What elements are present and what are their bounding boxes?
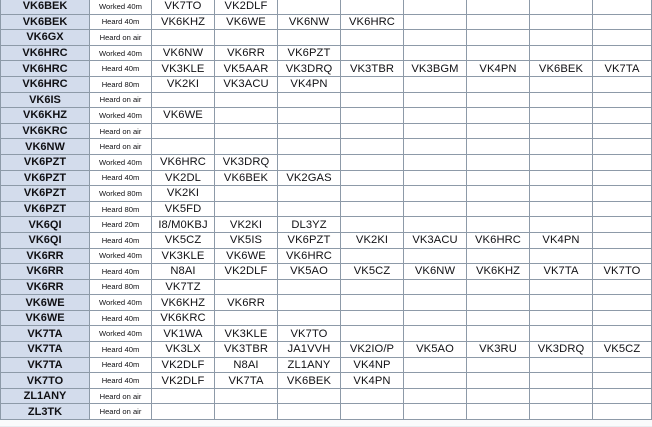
contact-cell (278, 139, 341, 155)
callsign-cell: VK6QI (1, 232, 90, 248)
table-row (1, 76, 652, 92)
contact-cell: VK5AO (278, 264, 341, 280)
contact-cell (530, 76, 593, 92)
contact-cell (467, 217, 530, 233)
contact-cell: VK6RR (215, 295, 278, 311)
contact-cell (467, 279, 530, 295)
contact-cell: VK5AO (404, 342, 467, 358)
contact-cell (404, 357, 467, 373)
contact-cell (530, 326, 593, 342)
table-row (1, 264, 652, 280)
status-cell: Worked 40m (90, 45, 152, 61)
contact-cell: VK3RU (467, 342, 530, 358)
contact-cell (530, 201, 593, 217)
contact-cell (404, 326, 467, 342)
contact-cell: VK6KHZ (152, 14, 215, 30)
contact-cell (215, 108, 278, 124)
table-row (1, 123, 652, 139)
status-cell: Heard 80m (90, 76, 152, 92)
status-cell: Worked 40m (90, 0, 152, 14)
callsign-cell: VK6WE (1, 310, 90, 326)
contact-cell: VK3KLE (152, 248, 215, 264)
table-row (1, 404, 652, 420)
contact-cell (530, 139, 593, 155)
contact-cell (278, 201, 341, 217)
status-cell: Heard on air (90, 123, 152, 139)
contact-cell: VK2KI (152, 186, 215, 202)
contact-cell: VK6HRC (467, 232, 530, 248)
contact-cell: VK6HRC (152, 154, 215, 170)
contact-cell: VK4NP (341, 357, 404, 373)
contact-cell (404, 373, 467, 389)
contact-cell (530, 310, 593, 326)
callsign-cell: ZL3TK (1, 404, 90, 420)
contact-cell: VK5AAR (215, 61, 278, 77)
callsign-cell: VK6HRC (1, 61, 90, 77)
status-cell: Heard 40m (90, 342, 152, 358)
table-row (1, 342, 652, 358)
callsign-cell: VK6HRC (1, 45, 90, 61)
contact-cell: VK6KHZ (467, 264, 530, 280)
callsign-cell: VK6BEK (1, 14, 90, 30)
callsign-cell: VK6RR (1, 279, 90, 295)
contact-cell (530, 404, 593, 420)
contact-cell (530, 30, 593, 46)
contact-cell (593, 201, 652, 217)
contact-cell (278, 154, 341, 170)
contact-cell: VK3KLE (152, 61, 215, 77)
contact-cell (530, 248, 593, 264)
contact-cell (341, 139, 404, 155)
callsign-cell: VK6QI (1, 217, 90, 233)
contact-cell (341, 404, 404, 420)
contact-cell: VK5FD (152, 201, 215, 217)
callsign-cell: VK6IS (1, 92, 90, 108)
status-cell: Heard 20m (90, 217, 152, 233)
contact-cell (215, 201, 278, 217)
table-row (1, 279, 652, 295)
contact-cell (215, 388, 278, 404)
contact-cell (278, 279, 341, 295)
contact-cell: VK3DRQ (278, 61, 341, 77)
contact-cell (530, 388, 593, 404)
contact-cell: VK6NW (278, 14, 341, 30)
contact-cell (404, 14, 467, 30)
contact-cell: VK6BEK (530, 61, 593, 77)
contact-cell: VK3DRQ (530, 342, 593, 358)
contact-cell (593, 404, 652, 420)
contact-cell (404, 170, 467, 186)
status-cell: Heard 40m (90, 61, 152, 77)
contact-cell (341, 279, 404, 295)
contact-cell: VK3TBR (341, 61, 404, 77)
contact-cell: VK3TBR (215, 342, 278, 358)
contact-cell: VK1WA (152, 326, 215, 342)
contact-cell (530, 0, 593, 14)
contact-cell (467, 186, 530, 202)
contact-cell: VK2DLF (152, 357, 215, 373)
contact-cell: VK3ACU (404, 232, 467, 248)
contact-cell: VK6WE (215, 14, 278, 30)
contact-cell (593, 170, 652, 186)
callsign-cell: VK6BEK (1, 0, 90, 14)
contact-cell (593, 45, 652, 61)
contact-cell (341, 217, 404, 233)
table-row (1, 139, 652, 155)
contact-cell (467, 170, 530, 186)
status-cell: Worked 40m (90, 154, 152, 170)
contact-cell (215, 139, 278, 155)
contact-cell (404, 154, 467, 170)
callsign-cell: VK6PZT (1, 170, 90, 186)
contact-cell (152, 123, 215, 139)
contact-cell: VK2DLF (215, 0, 278, 14)
contact-cell (467, 45, 530, 61)
contact-cell (341, 326, 404, 342)
contact-cell (467, 373, 530, 389)
table-row (1, 310, 652, 326)
contact-cell (530, 170, 593, 186)
status-cell: Heard 40m (90, 264, 152, 280)
contact-cell: VK3DRQ (215, 154, 278, 170)
contact-cell (278, 186, 341, 202)
contact-cell (215, 186, 278, 202)
table-row (1, 295, 652, 311)
contact-cell (530, 295, 593, 311)
contact-cell: VK5IS (215, 232, 278, 248)
contact-cell: VK7TO (152, 0, 215, 14)
contact-cell: ZL1ANY (278, 357, 341, 373)
status-cell: Heard 40m (90, 14, 152, 30)
contact-cell (278, 295, 341, 311)
contact-cell (593, 123, 652, 139)
contact-cell (593, 186, 652, 202)
callsign-cell: VK6PZT (1, 154, 90, 170)
table-row (1, 357, 652, 373)
callsign-cell: VK7TO (1, 373, 90, 389)
contact-cell (530, 186, 593, 202)
callsign-cell: VK6KHZ (1, 108, 90, 124)
contact-cell (341, 248, 404, 264)
table-row (1, 326, 652, 342)
table-row (1, 30, 652, 46)
contact-cell (278, 310, 341, 326)
contact-cell (215, 310, 278, 326)
contact-cell: VK6NW (404, 264, 467, 280)
contact-cell: VK6WE (152, 108, 215, 124)
contact-cell (404, 108, 467, 124)
contact-cell (341, 154, 404, 170)
contact-cell: DL3YZ (278, 217, 341, 233)
contact-cell (278, 0, 341, 14)
contact-cell (152, 404, 215, 420)
contact-cell (593, 0, 652, 14)
contact-cell (341, 295, 404, 311)
callsign-cell: VK6PZT (1, 201, 90, 217)
contact-cell (278, 108, 341, 124)
contact-cell (593, 14, 652, 30)
contact-cell (467, 0, 530, 14)
contact-cell (341, 186, 404, 202)
contact-cell: VK4PN (530, 232, 593, 248)
contact-cell: VK6KHZ (152, 295, 215, 311)
table-row (1, 92, 652, 108)
contact-cell (593, 154, 652, 170)
contact-cell (593, 217, 652, 233)
contact-cell (404, 295, 467, 311)
contact-cell (467, 357, 530, 373)
status-cell: Worked 40m (90, 295, 152, 311)
contact-cell (467, 76, 530, 92)
contact-cell: VK7TZ (152, 279, 215, 295)
contact-cell (278, 388, 341, 404)
status-cell: Heard on air (90, 92, 152, 108)
status-cell: Heard 80m (90, 201, 152, 217)
table-row (1, 232, 652, 248)
contact-cell (467, 248, 530, 264)
contact-cell: N8AI (215, 357, 278, 373)
status-cell: Worked 40m (90, 108, 152, 124)
contact-cell (404, 248, 467, 264)
status-cell: Worked 40m (90, 326, 152, 342)
contact-cell: VK4PN (467, 61, 530, 77)
contact-cell (530, 279, 593, 295)
callsign-cell: VK6WE (1, 295, 90, 311)
table-row (1, 0, 652, 14)
contact-cell (215, 92, 278, 108)
contact-cell: VK6PZT (278, 45, 341, 61)
contact-cell (404, 186, 467, 202)
contact-cell: VK4PN (278, 76, 341, 92)
contact-cell (467, 388, 530, 404)
contact-cell (278, 30, 341, 46)
contact-cell: VK7TO (593, 264, 652, 280)
table-row (1, 373, 652, 389)
contact-cell (593, 248, 652, 264)
contact-cell: VK2DLF (215, 264, 278, 280)
contact-cell (530, 357, 593, 373)
contact-cell (278, 404, 341, 420)
contact-cell (467, 139, 530, 155)
contact-cell: VK5CZ (152, 232, 215, 248)
status-cell: Heard 40m (90, 232, 152, 248)
contact-cell (404, 139, 467, 155)
contact-cell (404, 388, 467, 404)
contact-cell (152, 139, 215, 155)
contact-cell (404, 45, 467, 61)
contact-cell (341, 76, 404, 92)
contact-cell (593, 310, 652, 326)
contact-cell (593, 326, 652, 342)
status-cell: Worked 80m (90, 186, 152, 202)
contact-cell: VK6HRC (278, 248, 341, 264)
contact-cell (530, 14, 593, 30)
contact-cell (530, 108, 593, 124)
contact-cell: JA1VVH (278, 342, 341, 358)
contact-cell (530, 154, 593, 170)
table-row (1, 186, 652, 202)
contact-cell (593, 279, 652, 295)
table-row (1, 248, 652, 264)
contact-cell (341, 108, 404, 124)
contact-cell: VK7TA (530, 264, 593, 280)
contact-cell (152, 30, 215, 46)
contact-cell (593, 232, 652, 248)
contact-cell (593, 108, 652, 124)
table-row (1, 217, 652, 233)
status-cell: Heard on air (90, 404, 152, 420)
contact-cell (404, 123, 467, 139)
status-cell: Heard on air (90, 30, 152, 46)
callsign-cell: VK6KRC (1, 123, 90, 139)
contact-cell: VK3ACU (215, 76, 278, 92)
contact-cell: VK6RR (215, 45, 278, 61)
contact-cell (467, 201, 530, 217)
contact-cell (467, 326, 530, 342)
contact-cell (467, 154, 530, 170)
table-row (1, 388, 652, 404)
contact-cell: VK5CZ (341, 264, 404, 280)
callsign-cell: VK7TA (1, 342, 90, 358)
contact-cell (341, 92, 404, 108)
contact-cell (215, 404, 278, 420)
table-row (1, 170, 652, 186)
table-row (1, 201, 652, 217)
contact-cell (593, 295, 652, 311)
contact-cell (467, 108, 530, 124)
callsign-cell: VK7TA (1, 357, 90, 373)
contact-cell: VK6WE (215, 248, 278, 264)
contact-cell (341, 388, 404, 404)
contact-cell (593, 76, 652, 92)
callsign-cell: VK6RR (1, 264, 90, 280)
contact-cell (530, 123, 593, 139)
contact-cell (404, 310, 467, 326)
contact-cell: VK6BEK (215, 170, 278, 186)
contact-cell: N8AI (152, 264, 215, 280)
contact-cell (341, 170, 404, 186)
table-row (1, 45, 652, 61)
callsign-cell: VK6NW (1, 139, 90, 155)
contact-cell (278, 123, 341, 139)
contact-cell (593, 139, 652, 155)
contact-cell (215, 279, 278, 295)
callsign-cell: ZL1ANY (1, 388, 90, 404)
contact-cell (404, 201, 467, 217)
contact-cell: VK7TA (215, 373, 278, 389)
contact-cell: VK6HRC (341, 14, 404, 30)
contact-cell: VK6NW (152, 45, 215, 61)
contact-cell: VK2GAS (278, 170, 341, 186)
contact-cell (404, 30, 467, 46)
contact-cell (341, 123, 404, 139)
contact-cell (467, 14, 530, 30)
contact-cell (467, 310, 530, 326)
contact-cell (152, 92, 215, 108)
contact-cell (593, 388, 652, 404)
status-cell: Heard 40m (90, 373, 152, 389)
contact-cell (215, 30, 278, 46)
contact-cell (404, 279, 467, 295)
callsign-cell: VK6GX (1, 30, 90, 46)
contact-cell: VK3KLE (215, 326, 278, 342)
contact-cell: VK2KI (152, 76, 215, 92)
contact-cell: VK7TO (278, 326, 341, 342)
status-cell: Heard on air (90, 139, 152, 155)
contact-cell (404, 0, 467, 14)
contact-cell (530, 217, 593, 233)
table-row (1, 14, 652, 30)
contact-cell: VK6KRC (152, 310, 215, 326)
table-row (1, 108, 652, 124)
contact-cell: VK5CZ (593, 342, 652, 358)
contact-cell (467, 404, 530, 420)
contact-cell (341, 0, 404, 14)
callsign-cell: VK6PZT (1, 186, 90, 202)
contact-cell (404, 92, 467, 108)
contact-cell (593, 92, 652, 108)
contact-cell: VK4PN (341, 373, 404, 389)
log-body (1, 0, 652, 420)
callsign-cell: VK7TA (1, 326, 90, 342)
contact-cell: VK3BGM (404, 61, 467, 77)
contact-cell (341, 30, 404, 46)
callsign-cell: VK6RR (1, 248, 90, 264)
status-cell: Heard on air (90, 388, 152, 404)
contact-cell (593, 373, 652, 389)
contact-cell: VK6PZT (278, 232, 341, 248)
contact-cell (152, 388, 215, 404)
contact-cell: VK2DLF (152, 373, 215, 389)
contact-cell (404, 76, 467, 92)
status-cell: Heard 40m (90, 310, 152, 326)
contact-cell (467, 295, 530, 311)
contact-cell (530, 45, 593, 61)
contact-cell: VK2IO/P (341, 342, 404, 358)
status-cell: Worked 40m (90, 248, 152, 264)
contact-cell (341, 45, 404, 61)
contact-cell (404, 217, 467, 233)
status-cell: Heard 40m (90, 170, 152, 186)
contact-cell: VK2KI (215, 217, 278, 233)
contact-cell (341, 201, 404, 217)
contact-cell: VK7TA (593, 61, 652, 77)
contact-cell: VK6BEK (278, 373, 341, 389)
contact-cell (530, 92, 593, 108)
table-row (1, 154, 652, 170)
status-cell: Heard 80m (90, 279, 152, 295)
table-row (1, 61, 652, 77)
contact-cell: I8/M0KBJ (152, 217, 215, 233)
contact-cell (467, 92, 530, 108)
contact-cell: VK2DL (152, 170, 215, 186)
contact-cell: VK2KI (341, 232, 404, 248)
callsign-cell: VK6HRC (1, 76, 90, 92)
status-cell: Heard 40m (90, 357, 152, 373)
contact-cell: VK3LX (152, 342, 215, 358)
contact-cell (593, 357, 652, 373)
contact-cell (215, 123, 278, 139)
contact-cell (404, 404, 467, 420)
contact-cell (530, 373, 593, 389)
contact-cell (341, 310, 404, 326)
contact-cell (467, 30, 530, 46)
contact-cell (593, 30, 652, 46)
contact-cell (278, 92, 341, 108)
contact-cell (467, 123, 530, 139)
